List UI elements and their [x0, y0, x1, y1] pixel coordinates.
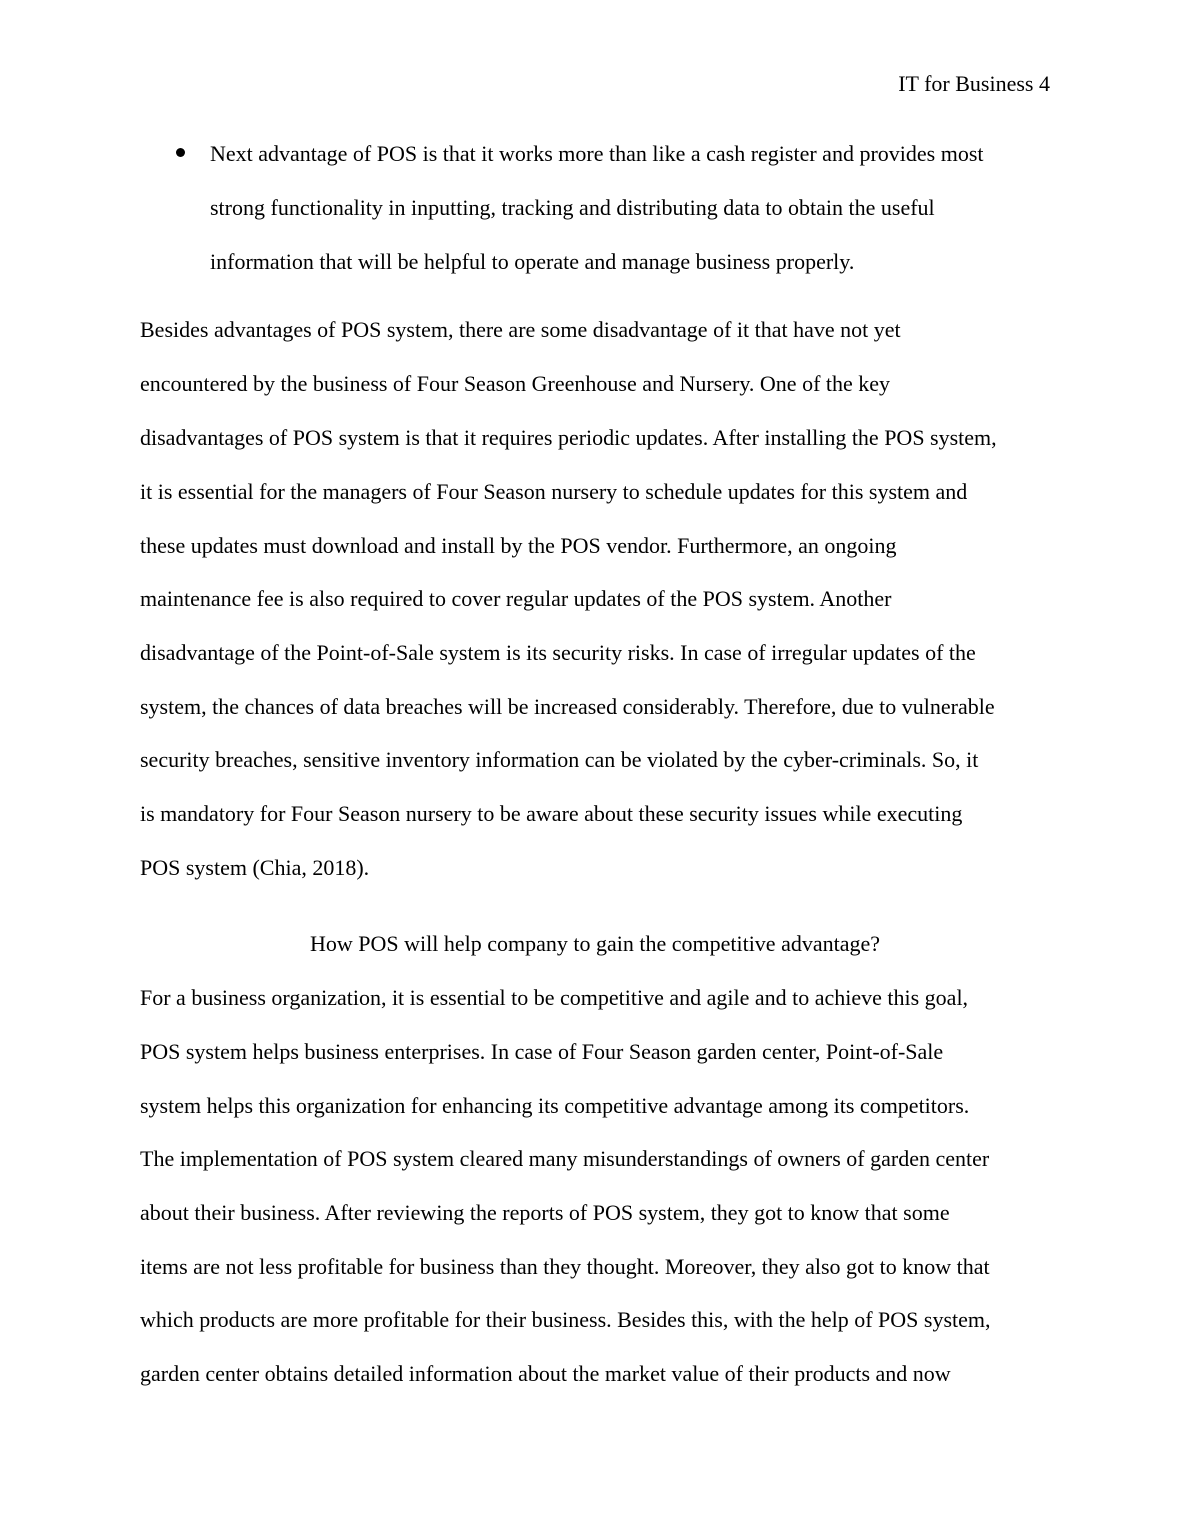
- paragraph-line: POS system helps business enterprises. In case of Four Season garden center, Point-of-Sale: [140, 1039, 944, 1064]
- paragraph-line: is mandatory for Four Season nursery to be aware about these security issues while executing: [140, 801, 963, 826]
- bullet-line: information that will be helpful to operate and manage business properly.: [210, 249, 855, 274]
- paragraph-line: which products are more profitable for their business. Besides this, with the help of POS system,: [140, 1307, 991, 1332]
- paragraph-line: these updates must download and install by the POS vendor. Furthermore, an ongoing: [140, 533, 897, 558]
- bullet-dot-icon: [176, 148, 185, 157]
- paragraph-line: system helps this organization for enhancing its competitive advantage among its competitors.: [140, 1093, 970, 1118]
- paragraph-line: about their business. After reviewing the reports of POS system, they got to know that some: [140, 1200, 950, 1225]
- running-head: IT for Business 4: [898, 71, 1050, 96]
- paragraph-line: disadvantage of the Point-of-Sale system is its security risks. In case of irregular updates of the: [140, 640, 976, 665]
- section-heading: How POS will help company to gain the competitive advantage?: [309, 931, 881, 956]
- paragraph-line: The implementation of POS system cleared many misunderstandings of owners of garden center: [140, 1146, 990, 1171]
- paragraph-line: encountered by the business of Four Season Greenhouse and Nursery. One of the key: [140, 371, 891, 396]
- paragraph-line: disadvantages of POS system is that it requires periodic updates. After installing the POS system,: [140, 425, 997, 450]
- paragraph-line: POS system (Chia, 2018).: [140, 855, 370, 880]
- paragraph-line: garden center obtains detailed information about the market value of their products and now: [140, 1361, 951, 1386]
- bullet-line: strong functionality in inputting, tracking and distributing data to obtain the useful: [210, 195, 935, 220]
- paragraph-line: maintenance fee is also required to cover regular updates of the POS system. Another: [140, 586, 892, 611]
- paragraph-line: system, the chances of data breaches will be increased considerably. Therefore, due to vulnerable: [140, 694, 995, 719]
- bullet-line: Next advantage of POS is that it works more than like a cash register and provides most: [210, 141, 984, 166]
- paragraph-line: Besides advantages of POS system, there are some disadvantage of it that have not yet: [140, 317, 901, 342]
- paragraph-line: security breaches, sensitive inventory information can be violated by the cyber-criminals. So, it: [140, 747, 979, 772]
- paragraph-line: For a business organization, it is essential to be competitive and agile and to achieve this goal,: [140, 985, 969, 1010]
- paragraph-line: items are not less profitable for business than they thought. Moreover, they also got to know that: [140, 1254, 990, 1279]
- paragraph-line: it is essential for the managers of Four Season nursery to schedule updates for this system and: [140, 479, 968, 504]
